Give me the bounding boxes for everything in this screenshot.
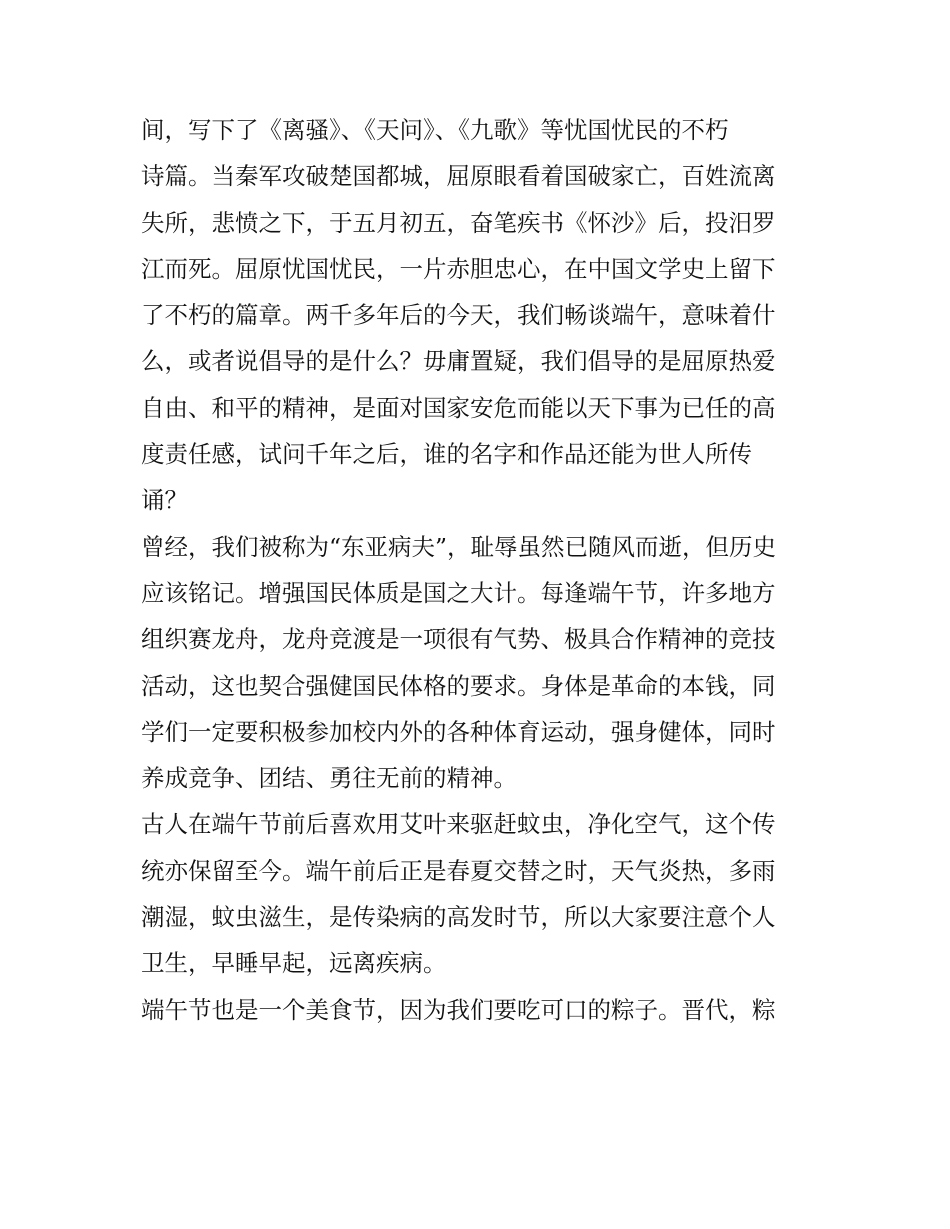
text-line: 自由、和平的精神，是面对国家安危而能以天下事为已任的高: [141, 393, 776, 422]
text-line: 度责任感，试问千年之后，谁的名字和作品还能为世人所传: [141, 440, 752, 469]
text-line: 统亦保留至今。端午前后正是春夏交替之时，天气炎热，多雨: [141, 856, 776, 885]
text-line: 诗篇。当秦军攻破楚国都城，屈原眼看着国破家亡，百姓流离: [141, 162, 776, 191]
document-body: [141, 107, 821, 1033]
text-line: 应该铭记。增强国民体质是国之大计。每逢端午节，许多地方: [141, 578, 776, 607]
text-line: 江而死。屈原忧国忧民，一片赤胆忠心，在中国文学史上留下: [141, 254, 776, 283]
text-line: 端午节也是一个美食节，因为我们要吃可口的粽子。晋代，粽: [141, 995, 776, 1024]
text-line: 卫生，早睡早起，远离疾病。: [141, 949, 447, 978]
text-line: 么，或者说倡导的是什么？毋庸置疑，我们倡导的是屈原热爱: [141, 347, 776, 376]
text-line: 学们一定要积极参加校内外的各种体育运动，强身健体，同时: [141, 717, 776, 746]
text-line: 失所，悲愤之下，于五月初五，奋笔疾书《怀沙》后，投汨罗: [141, 208, 776, 237]
text-line: 潮湿，蚊虫滋生，是传染病的高发时节，所以大家要注意个人: [141, 903, 776, 932]
text-line: 了不朽的篇章。两千多年后的今天，我们畅谈端午，意味着什: [141, 301, 776, 330]
text-line: 活动，这也契合强健国民体格的要求。身体是革命的本钱，同: [141, 671, 776, 700]
text-line: 曾经，我们被称为“东亚病夫”，耻辱虽然已随风而逝，但历史: [141, 532, 777, 561]
text-line: 养成竞争、团结、勇往无前的精神。: [141, 764, 517, 793]
text-line: 诵？: [141, 486, 188, 515]
text-line: 间，写下了《离骚》、《天问》、《九歌》等忧国忧民的不朽: [141, 116, 729, 144]
text-line: 组织赛龙舟，龙舟竞渡是一项很有气势、极具合作精神的竞技: [141, 625, 776, 654]
text-line: 古人在端午节前后喜欢用艾叶来驱赶蚊虫，净化空气，这个传: [141, 810, 776, 839]
